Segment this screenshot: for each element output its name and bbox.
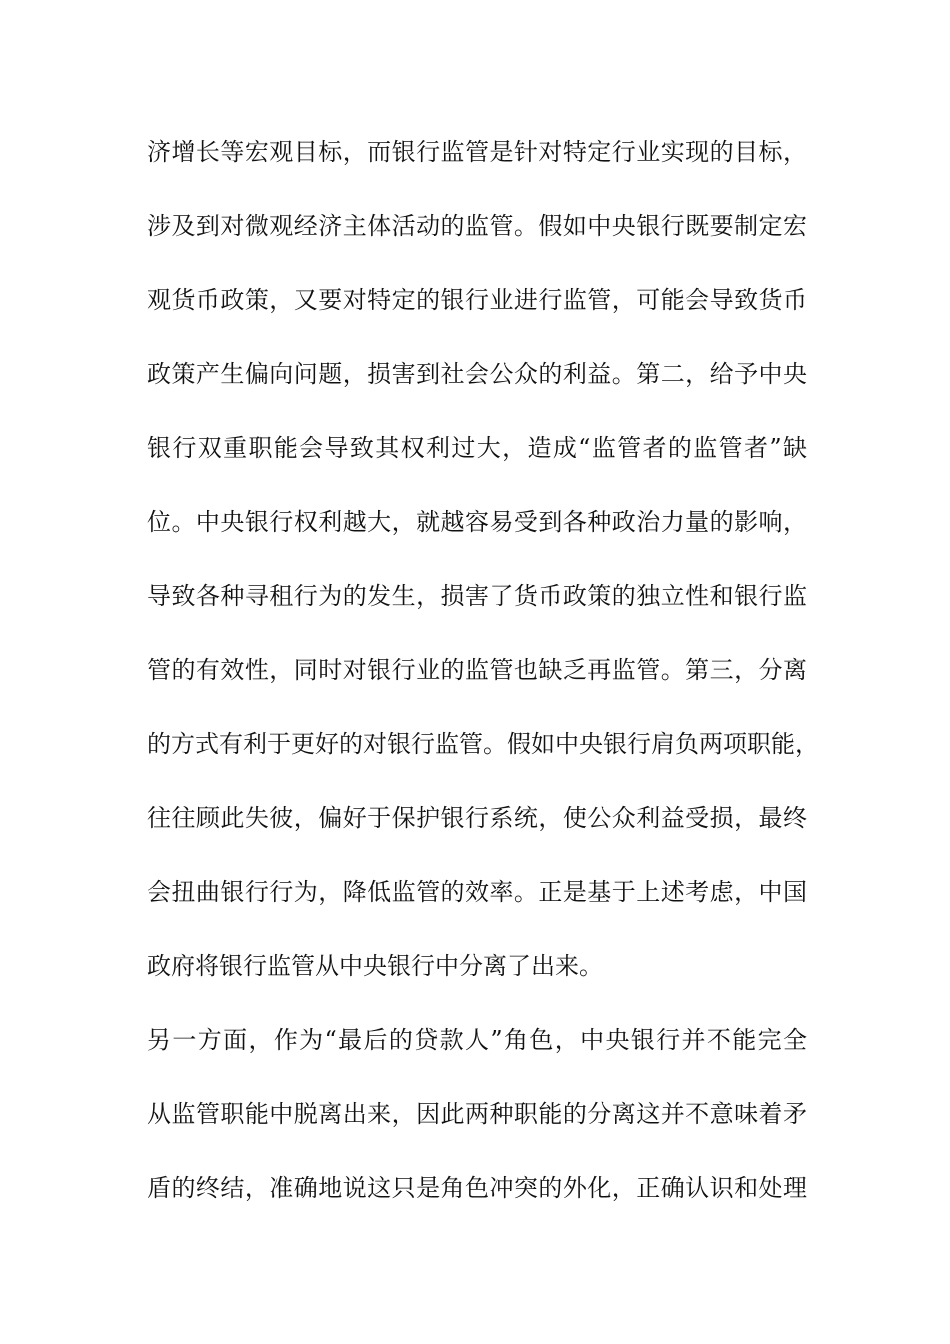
text-line-13: 另一方面，作为“最后的贷款人”角色，中央银行并不能完全 (147, 1026, 807, 1054)
text-line-8: 管的有效性，同时对银行业的监管也缺乏再监管。第三，分离 (147, 656, 807, 684)
text-line-6: 位。中央银行权利越大，就越容易受到各种政治力量的影响， (147, 508, 807, 536)
text-line-15: 盾的终结，准确地说这只是角色冲突的外化，正确认识和处理 (147, 1174, 807, 1202)
text-line-1: 济增长等宏观目标，而银行监管是针对特定行业实现的目标， (147, 138, 807, 166)
text-line-14: 从监管职能中脱离出来，因此两种职能的分离这并不意味着矛 (147, 1100, 807, 1128)
text-line-11: 会扭曲银行行为，降低监管的效率。正是基于上述考虑，中国 (147, 878, 807, 906)
text-line-9: 的方式有利于更好的对银行监管。假如中央银行肩负两项职能， (147, 730, 819, 758)
text-line-3: 观货币政策，又要对特定的银行业进行监管，可能会导致货币 (147, 286, 807, 314)
text-line-2: 涉及到对微观经济主体活动的监管。假如中央银行既要制定宏 (147, 212, 807, 240)
text-line-10: 往往顾此失彼，偏好于保护银行系统，使公众利益受损，最终 (147, 804, 807, 832)
text-line-7: 导致各种寻租行为的发生，损害了货币政策的独立性和银行监 (147, 582, 807, 610)
text-line-5: 银行双重职能会导致其权利过大，造成“监管者的监管者”缺 (147, 434, 807, 462)
text-line-12: 政府将银行监管从中央银行中分离了出来。 (147, 952, 603, 980)
text-line-4: 政策产生偏向问题，损害到社会公众的利益。第二，给予中央 (147, 360, 807, 388)
